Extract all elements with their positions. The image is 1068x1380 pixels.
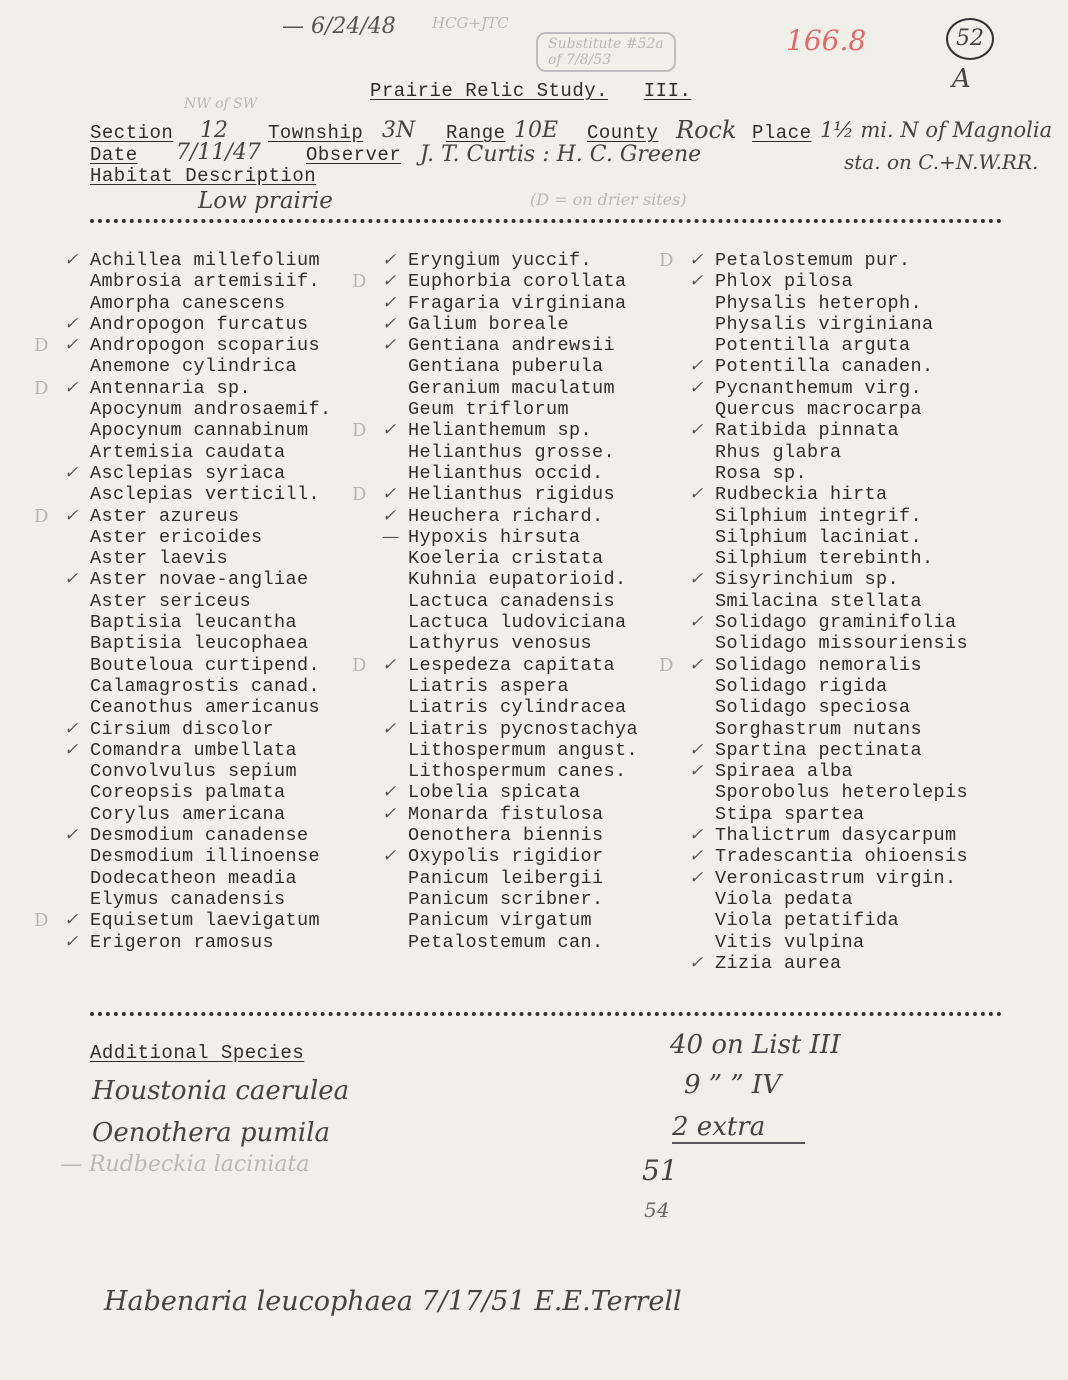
species-row [382, 313, 638, 335]
check-mark-icon: ✓ [689, 761, 704, 782]
species-row [90, 442, 332, 463]
species-name: Aster azureus [90, 505, 240, 527]
check-mark-icon: ✓ [64, 569, 79, 590]
species-name: Lithospermum canes. [408, 761, 627, 783]
species-row [382, 250, 638, 271]
check-mark-icon: ✓ [689, 420, 704, 441]
species-row [715, 910, 968, 931]
place-label: Place [752, 122, 812, 144]
check-mark-icon: ✓ [64, 825, 79, 846]
species-name: Potentilla canaden. [715, 356, 934, 378]
species-row [689, 271, 968, 293]
dry-site-mark: D [659, 654, 674, 676]
species-row [64, 250, 332, 271]
check-mark-icon: — [382, 526, 400, 547]
check-mark-icon: ✓ [64, 377, 79, 398]
species-row [408, 442, 638, 463]
species-name: Monarda fistulosa [408, 803, 604, 825]
bottom-divider [90, 1012, 1002, 1016]
date-code: — 6/24/48 [282, 14, 396, 39]
check-mark-icon: ✓ [64, 910, 79, 931]
species-name: Oenothera biennis [408, 825, 604, 847]
species-row [715, 804, 968, 825]
section-value: 12 [200, 118, 228, 143]
species-name: Panicum scribner. [408, 888, 604, 910]
species-row [715, 697, 968, 718]
species-row [382, 505, 638, 527]
check-mark-icon: ✓ [64, 739, 79, 760]
species-row [90, 293, 332, 314]
species-row [689, 761, 968, 783]
species-row [689, 356, 968, 378]
species-name: Silphium laciniat. [715, 526, 923, 548]
species-name: Lithospermum angust. [408, 739, 639, 761]
species-row [90, 761, 332, 782]
check-mark-icon: ✓ [689, 271, 704, 292]
species-row [90, 846, 332, 867]
species-name: Silphium terebinth. [715, 548, 934, 570]
species-name: Petalostemum pur. [715, 250, 911, 271]
species-name: Pycnanthemum virg. [715, 377, 923, 399]
species-name: Solidago rigida [715, 675, 888, 697]
species-name: Ceanothus americanus [90, 697, 321, 719]
place-value-1: 1½ mi. N of Magnolia [820, 118, 1053, 142]
species-row [689, 952, 968, 974]
species-name: Convolvulus sepium [90, 761, 298, 783]
species-name: Baptisia leucantha [90, 612, 298, 634]
footer-note: Habenaria leucophaea 7/17/51 E.E.Terrell [104, 1286, 682, 1317]
substitute-line-1: Substitute #52a [548, 36, 664, 52]
species-name: Amorpha canescens [90, 292, 286, 314]
species-name: Andropogon scoparius [90, 335, 321, 357]
observer-label: Observer [306, 144, 402, 166]
species-row [382, 335, 638, 357]
species-row [34, 910, 332, 932]
species-row [408, 356, 638, 377]
species-row [34, 505, 332, 527]
additional-species-2: Oenothera pumila [92, 1118, 331, 1148]
dry-site-mark: D [352, 654, 367, 676]
species-row [64, 462, 332, 484]
habitat-label: Habitat Description [90, 165, 317, 187]
species-name: Helianthemum sp. [408, 420, 593, 442]
township-value: 3N [382, 118, 416, 143]
species-row [382, 782, 638, 804]
species-name: Oxypolis rigidior [408, 846, 604, 868]
check-mark-icon: ✓ [689, 569, 704, 590]
species-name: Galium boreale [408, 313, 570, 335]
species-name: Panicum virgatum [408, 910, 593, 932]
species-row [90, 676, 332, 697]
species-row [408, 868, 638, 889]
species-name: Tradescantia ohioensis [715, 846, 969, 868]
species-name: Smilacina stellata [715, 590, 923, 612]
species-name: Ratibida pinnata [715, 420, 900, 442]
check-mark-icon: ✓ [64, 313, 79, 334]
species-row [64, 825, 332, 847]
species-name: Stipa spartea [715, 803, 865, 825]
species-row [34, 335, 332, 357]
species-row [408, 697, 638, 718]
substitute-line-2: of 7/8/53 [548, 52, 612, 68]
range-label: Range [446, 122, 506, 144]
species-name: Sorghastrum nutans [715, 718, 923, 740]
species-name: Solidago missouriensis [715, 633, 969, 655]
section-label: Section [90, 122, 174, 144]
species-row [408, 612, 638, 633]
species-row [90, 782, 332, 803]
species-row [689, 846, 969, 868]
check-mark-icon: ✓ [382, 313, 397, 334]
species-row [382, 718, 639, 740]
species-row [408, 548, 638, 569]
species-name: Cirsium discolor [90, 718, 275, 740]
check-mark-icon: ✓ [64, 505, 79, 526]
initials: HCG+JTC [432, 14, 509, 32]
date-label: Date [90, 144, 138, 166]
species-row [90, 420, 332, 441]
species-name: Artemisia caudata [90, 441, 286, 463]
species-row [715, 293, 968, 314]
species-row [90, 804, 332, 825]
species-name: Apocynum androsaemif. [90, 399, 332, 421]
species-column-1 [34, 250, 332, 953]
check-mark-icon: ✓ [689, 654, 704, 675]
species-row [715, 633, 968, 654]
species-name: Achillea millefolium [90, 250, 321, 271]
species-name: Desmodium illinoense [90, 846, 321, 868]
species-row [408, 676, 638, 697]
species-row [659, 654, 968, 676]
check-mark-icon: ✓ [689, 739, 704, 760]
species-name: Liatris aspera [408, 675, 570, 697]
species-row [408, 889, 638, 910]
species-row [90, 548, 332, 569]
species-row [90, 889, 332, 910]
species-row [90, 399, 332, 420]
species-name: Spartina pectinata [715, 739, 923, 761]
species-name: Dodecatheon meadia [90, 867, 298, 889]
species-name: Sporobolus heterolepis [715, 782, 969, 804]
species-name: Geum triflorum [408, 399, 570, 421]
species-name: Lespedeza capitata [408, 654, 616, 676]
species-row [408, 591, 638, 612]
species-name: Euphorbia corollata [408, 271, 627, 293]
species-row [352, 271, 638, 293]
red-number: 166.8 [786, 24, 867, 57]
species-row [715, 506, 968, 527]
page-letter: A [952, 64, 971, 94]
species-name: Spiraea alba [715, 761, 854, 783]
species-row [408, 399, 638, 420]
species-name: Antennaria sp. [90, 377, 252, 399]
species-name: Potentilla arguta [715, 335, 911, 357]
township-label: Township [268, 122, 364, 144]
tally-total-alt: 54 [644, 1198, 670, 1222]
check-mark-icon: ✓ [689, 867, 704, 888]
dry-site-mark: D [34, 505, 49, 527]
check-mark-icon: ✓ [382, 250, 397, 270]
date-value: 7/11/47 [176, 140, 261, 165]
check-mark-icon: ✓ [382, 654, 397, 675]
species-row [90, 484, 332, 505]
species-row [64, 313, 332, 335]
species-row [408, 740, 638, 761]
check-mark-icon: ✓ [64, 718, 79, 739]
species-row [352, 484, 638, 506]
species-name: Kuhnia eupatorioid. [408, 569, 627, 591]
species-row [408, 761, 638, 782]
check-mark-icon: ✓ [382, 782, 397, 803]
list-number: III. [643, 80, 692, 102]
species-name: Panicum leibergii [408, 867, 604, 889]
species-name: Viola petatifida [715, 910, 900, 932]
species-name: Veronicastrum virgin. [715, 867, 957, 889]
struck-species: — Rudbeckia laciniata [60, 1152, 310, 1177]
dry-site-mark: D [352, 420, 367, 442]
county-value: Rock [676, 116, 737, 144]
species-name: Phlox pilosa [715, 271, 854, 293]
page-title [370, 80, 691, 102]
species-row [715, 442, 968, 463]
species-row [352, 420, 638, 442]
check-mark-icon: ✓ [64, 335, 79, 356]
dry-site-note: (D = on drier sites) [530, 190, 687, 209]
species-row [715, 335, 968, 356]
check-mark-icon: ✓ [689, 377, 704, 398]
species-row [90, 612, 332, 633]
dry-site-mark: D [352, 484, 367, 506]
circled-number: 52 [946, 18, 994, 60]
species-name: Quercus macrocarpa [715, 399, 923, 421]
dry-site-mark: D [659, 250, 674, 271]
species-name: Aster sericeus [90, 590, 252, 612]
species-name: Sisyrinchium sp. [715, 569, 900, 591]
species-row [689, 484, 968, 506]
check-mark-icon: ✓ [689, 846, 704, 867]
species-name: Anemone cylindrica [90, 356, 298, 378]
species-row [689, 825, 968, 847]
species-name: Hypoxis hirsuta [408, 526, 581, 548]
species-name: Helianthus occid. [408, 462, 604, 484]
species-name: Liatris pycnostachya [408, 718, 639, 740]
check-mark-icon: ✓ [382, 505, 397, 526]
species-name: Coreopsis palmata [90, 782, 286, 804]
species-name: Geranium maculatum [408, 377, 616, 399]
substitute-stamp [536, 32, 676, 72]
species-row [408, 569, 638, 590]
species-name: Gentiana puberula [408, 356, 604, 378]
species-row [715, 463, 968, 484]
check-mark-icon: ✓ [382, 803, 397, 824]
species-name: Andropogon furcatus [90, 313, 309, 335]
tally-list-3: 40 on List III [670, 1030, 841, 1060]
species-name: Lobelia spicata [408, 782, 581, 804]
species-name: Heuchera richard. [408, 505, 604, 527]
species-name: Lathyrus venosus [408, 633, 593, 655]
species-name: Comandra umbellata [90, 739, 298, 761]
nw-note: NW of SW [184, 96, 258, 112]
check-mark-icon: ✓ [382, 718, 397, 739]
check-mark-icon: ✓ [64, 250, 79, 270]
species-row [90, 697, 332, 718]
check-mark-icon: ✓ [382, 484, 397, 505]
species-row [715, 399, 968, 420]
species-name: Asclepias syriaca [90, 462, 286, 484]
species-row [64, 931, 332, 953]
species-name: Calamagrostis canad. [90, 675, 321, 697]
species-row [408, 825, 638, 846]
check-mark-icon: ✓ [382, 271, 397, 292]
county-label: County [587, 122, 659, 144]
species-row [408, 910, 638, 931]
species-name: Aster laevis [90, 548, 229, 570]
species-row [90, 271, 332, 292]
species-name: Petalostemum can. [408, 931, 604, 953]
species-name: Asclepias verticill. [90, 484, 321, 506]
species-column-3 [659, 250, 969, 974]
species-row [90, 591, 332, 612]
species-row [689, 739, 968, 761]
species-row [715, 548, 968, 569]
species-row [715, 314, 968, 335]
species-name: Vitis vulpina [715, 931, 865, 953]
dry-site-mark: D [352, 271, 367, 293]
species-name: Desmodium canadense [90, 825, 309, 847]
species-name: Helianthus grosse. [408, 441, 616, 463]
species-name: Physalis heteroph. [715, 292, 923, 314]
species-row [659, 250, 968, 271]
species-row [90, 633, 332, 654]
observer-value: J. T. Curtis : H. C. Greene [420, 142, 702, 167]
species-name: Gentiana andrewsii [408, 335, 616, 357]
species-row [382, 803, 638, 825]
species-row [90, 868, 332, 889]
dry-site-mark: D [34, 910, 49, 932]
species-row [689, 569, 968, 591]
species-name: Erigeron ramosus [90, 931, 275, 953]
species-name: Apocynum cannabinum [90, 420, 309, 442]
check-mark-icon: ✓ [689, 952, 704, 973]
species-name: Rosa sp. [715, 462, 808, 484]
species-row [715, 527, 968, 548]
additional-species-label: Additional Species [90, 1042, 305, 1064]
check-mark-icon: ✓ [689, 825, 704, 846]
species-row [382, 292, 638, 314]
species-row [715, 591, 968, 612]
check-mark-icon: ✓ [689, 356, 704, 377]
species-row [352, 654, 638, 676]
species-row [64, 569, 332, 591]
tally-list-4: 9 ” ” IV [684, 1070, 781, 1100]
place-value-2: sta. on C.+N.W.RR. [844, 150, 1039, 174]
check-mark-icon: ✓ [689, 612, 704, 633]
species-name: Bouteloua curtipend. [90, 654, 321, 676]
species-row [715, 676, 968, 697]
species-row [90, 356, 332, 377]
species-row [90, 655, 332, 676]
check-mark-icon: ✓ [64, 462, 79, 483]
species-name: Solidago graminifolia [715, 612, 957, 634]
check-mark-icon: ✓ [689, 250, 704, 270]
additional-species-1: Houstonia caerulea [92, 1076, 350, 1106]
species-name: Aster ericoides [90, 526, 263, 548]
species-name: Rhus glabra [715, 441, 842, 463]
check-mark-icon: ✓ [64, 931, 79, 952]
species-row [34, 377, 332, 399]
species-name: Liatris cylindracea [408, 697, 627, 719]
species-name: Fragaria virginiana [408, 292, 627, 314]
species-name: Aster novae-angliae [90, 569, 309, 591]
species-row [689, 377, 968, 399]
species-row [64, 718, 332, 740]
tally-total: 51 [642, 1154, 678, 1187]
check-mark-icon: ✓ [689, 484, 704, 505]
species-name: Viola pedata [715, 888, 854, 910]
species-name: Elymus canadensis [90, 888, 286, 910]
species-row [689, 612, 968, 634]
species-row [90, 527, 332, 548]
species-row [382, 846, 638, 868]
dry-site-mark: D [34, 377, 49, 399]
tally-extra: 2 extra [672, 1112, 805, 1144]
check-mark-icon: ✓ [382, 420, 397, 441]
species-row [689, 420, 968, 442]
species-name: Eryngium yuccif. [408, 250, 593, 271]
species-name: Lactuca canadensis [408, 590, 616, 612]
species-name: Physalis virginiana [715, 313, 934, 335]
species-row [408, 378, 638, 399]
species-name: Koeleria cristata [408, 548, 604, 570]
habitat-value: Low prairie [198, 188, 333, 214]
species-row [408, 932, 638, 953]
species-name: Equisetum laevigatum [90, 910, 321, 932]
species-name: Corylus americana [90, 803, 286, 825]
range-value: 10E [514, 118, 559, 143]
species-name: Thalictrum dasycarpum [715, 825, 957, 847]
species-name: Rudbeckia hirta [715, 484, 888, 506]
species-name: Helianthus rigidus [408, 484, 616, 506]
species-row [715, 889, 968, 910]
species-name: Solidago nemoralis [715, 654, 923, 676]
species-row [715, 932, 968, 953]
species-name: Lactuca ludoviciana [408, 612, 627, 634]
title-text: Prairie Relic Study. [370, 80, 609, 102]
check-mark-icon: ✓ [382, 846, 397, 867]
species-name: Ambrosia artemisiif. [90, 271, 321, 293]
check-mark-icon: ✓ [382, 335, 397, 356]
top-divider [90, 219, 1002, 223]
species-row [715, 782, 968, 803]
check-mark-icon: ✓ [382, 292, 397, 313]
species-name: Baptisia leucophaea [90, 633, 309, 655]
species-row [64, 739, 332, 761]
dry-site-mark: D [34, 335, 49, 357]
species-row [382, 526, 638, 548]
species-name: Solidago speciosa [715, 697, 911, 719]
species-row [689, 867, 968, 889]
species-name: Silphium integrif. [715, 505, 923, 527]
species-column-2 [352, 250, 639, 953]
species-row [408, 633, 638, 654]
species-row [715, 719, 968, 740]
species-name: Zizia aurea [715, 952, 842, 974]
species-row [408, 463, 638, 484]
